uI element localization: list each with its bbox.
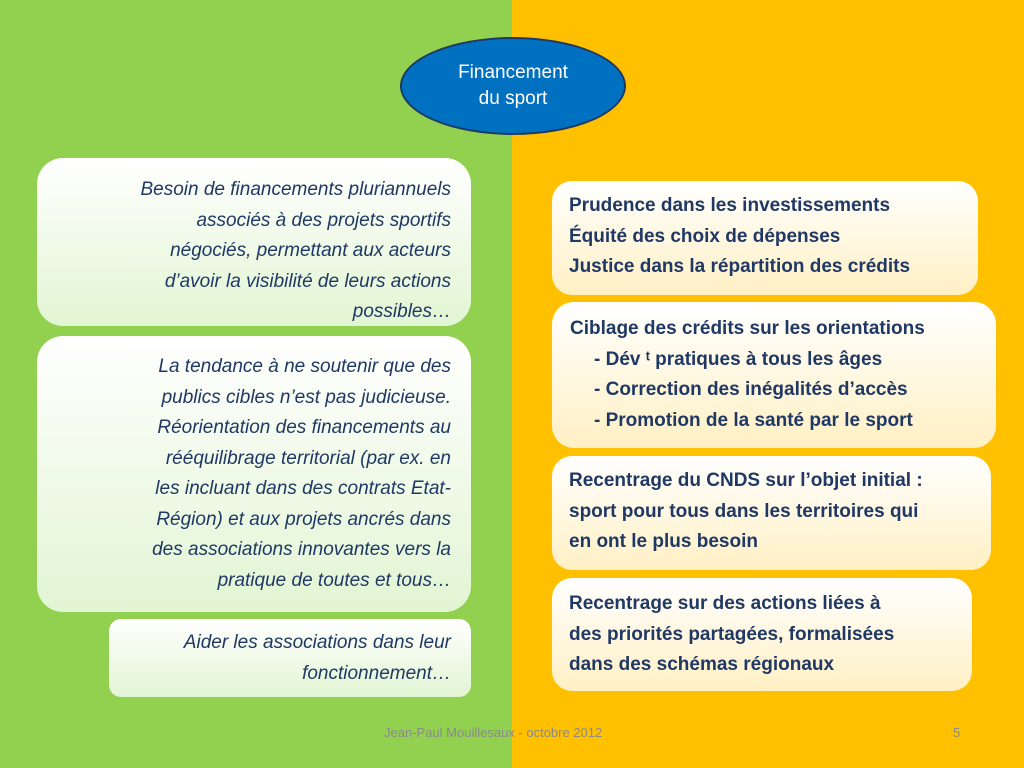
box-line: La tendance à ne soutenir que des [158,356,451,377]
right-box-recentrage [552,578,972,691]
box-line: - Promotion de la santé par le sport [594,409,913,431]
right-box-cnds [552,456,991,570]
box-line: Prudence dans les investissements [569,195,891,216]
box-heading: Ciblage des crédits sur les orientations [570,318,925,339]
footer-author: Jean-Paul Mouillesaux - octobre 2012 [384,725,603,740]
box-line: Équité des choix de dépenses [569,225,841,247]
box-line: dans des schémas régionaux [569,654,835,675]
box-line: associés à des projets sportifs [196,209,451,231]
box-line: publics cibles n’est pas judicieuse. [161,386,451,408]
box-line: d’avoir la visibilité de leurs actions [164,270,451,292]
page-number: 5 [953,725,961,740]
box-line: Région) et aux projets ancrés dans [156,508,451,530]
box-line: pratique de toutes et tous… [217,569,451,591]
left-box-tendance [37,336,471,612]
box-line: en ont le plus besoin [569,531,758,552]
box-line: - Correction des inégalités d’accès [594,379,908,400]
box-line: des priorités partagées, formalisées [569,623,895,645]
box-line: Recentrage du CNDS sur l’objet initial : [569,470,923,491]
box-line: Besoin de financements pluriannuels [140,179,451,200]
box-line: négociés, permettant aux acteurs [170,240,451,261]
box-line: fonctionnement… [302,662,451,684]
box-line: les incluant dans des contrats Etat- [155,478,451,499]
left-box-pluriannual [37,158,471,326]
box-line: sport pour tous dans les territoires qui [569,500,919,522]
box-line: Aider les associations dans leur [183,632,451,653]
title-line-1: Financement [458,62,568,83]
right-box-prudence [552,181,978,295]
left-box-aider [109,619,471,697]
box-line: Réorientation des financements au [157,417,451,438]
title-line-2: du sport [478,88,548,109]
box-line: rééquilibrage territorial (par ex. en [165,447,451,469]
box-line: Justice dans la répartition des crédits [569,256,911,277]
right-box-ciblage [552,302,996,448]
box-line: Recentrage sur des actions liées à [569,593,881,614]
title-oval [400,37,626,135]
box-line: - Dév ᵗ pratiques à tous les âges [594,348,883,370]
box-line: possibles… [352,301,451,322]
box-line: des associations innovantes vers la [152,539,451,560]
